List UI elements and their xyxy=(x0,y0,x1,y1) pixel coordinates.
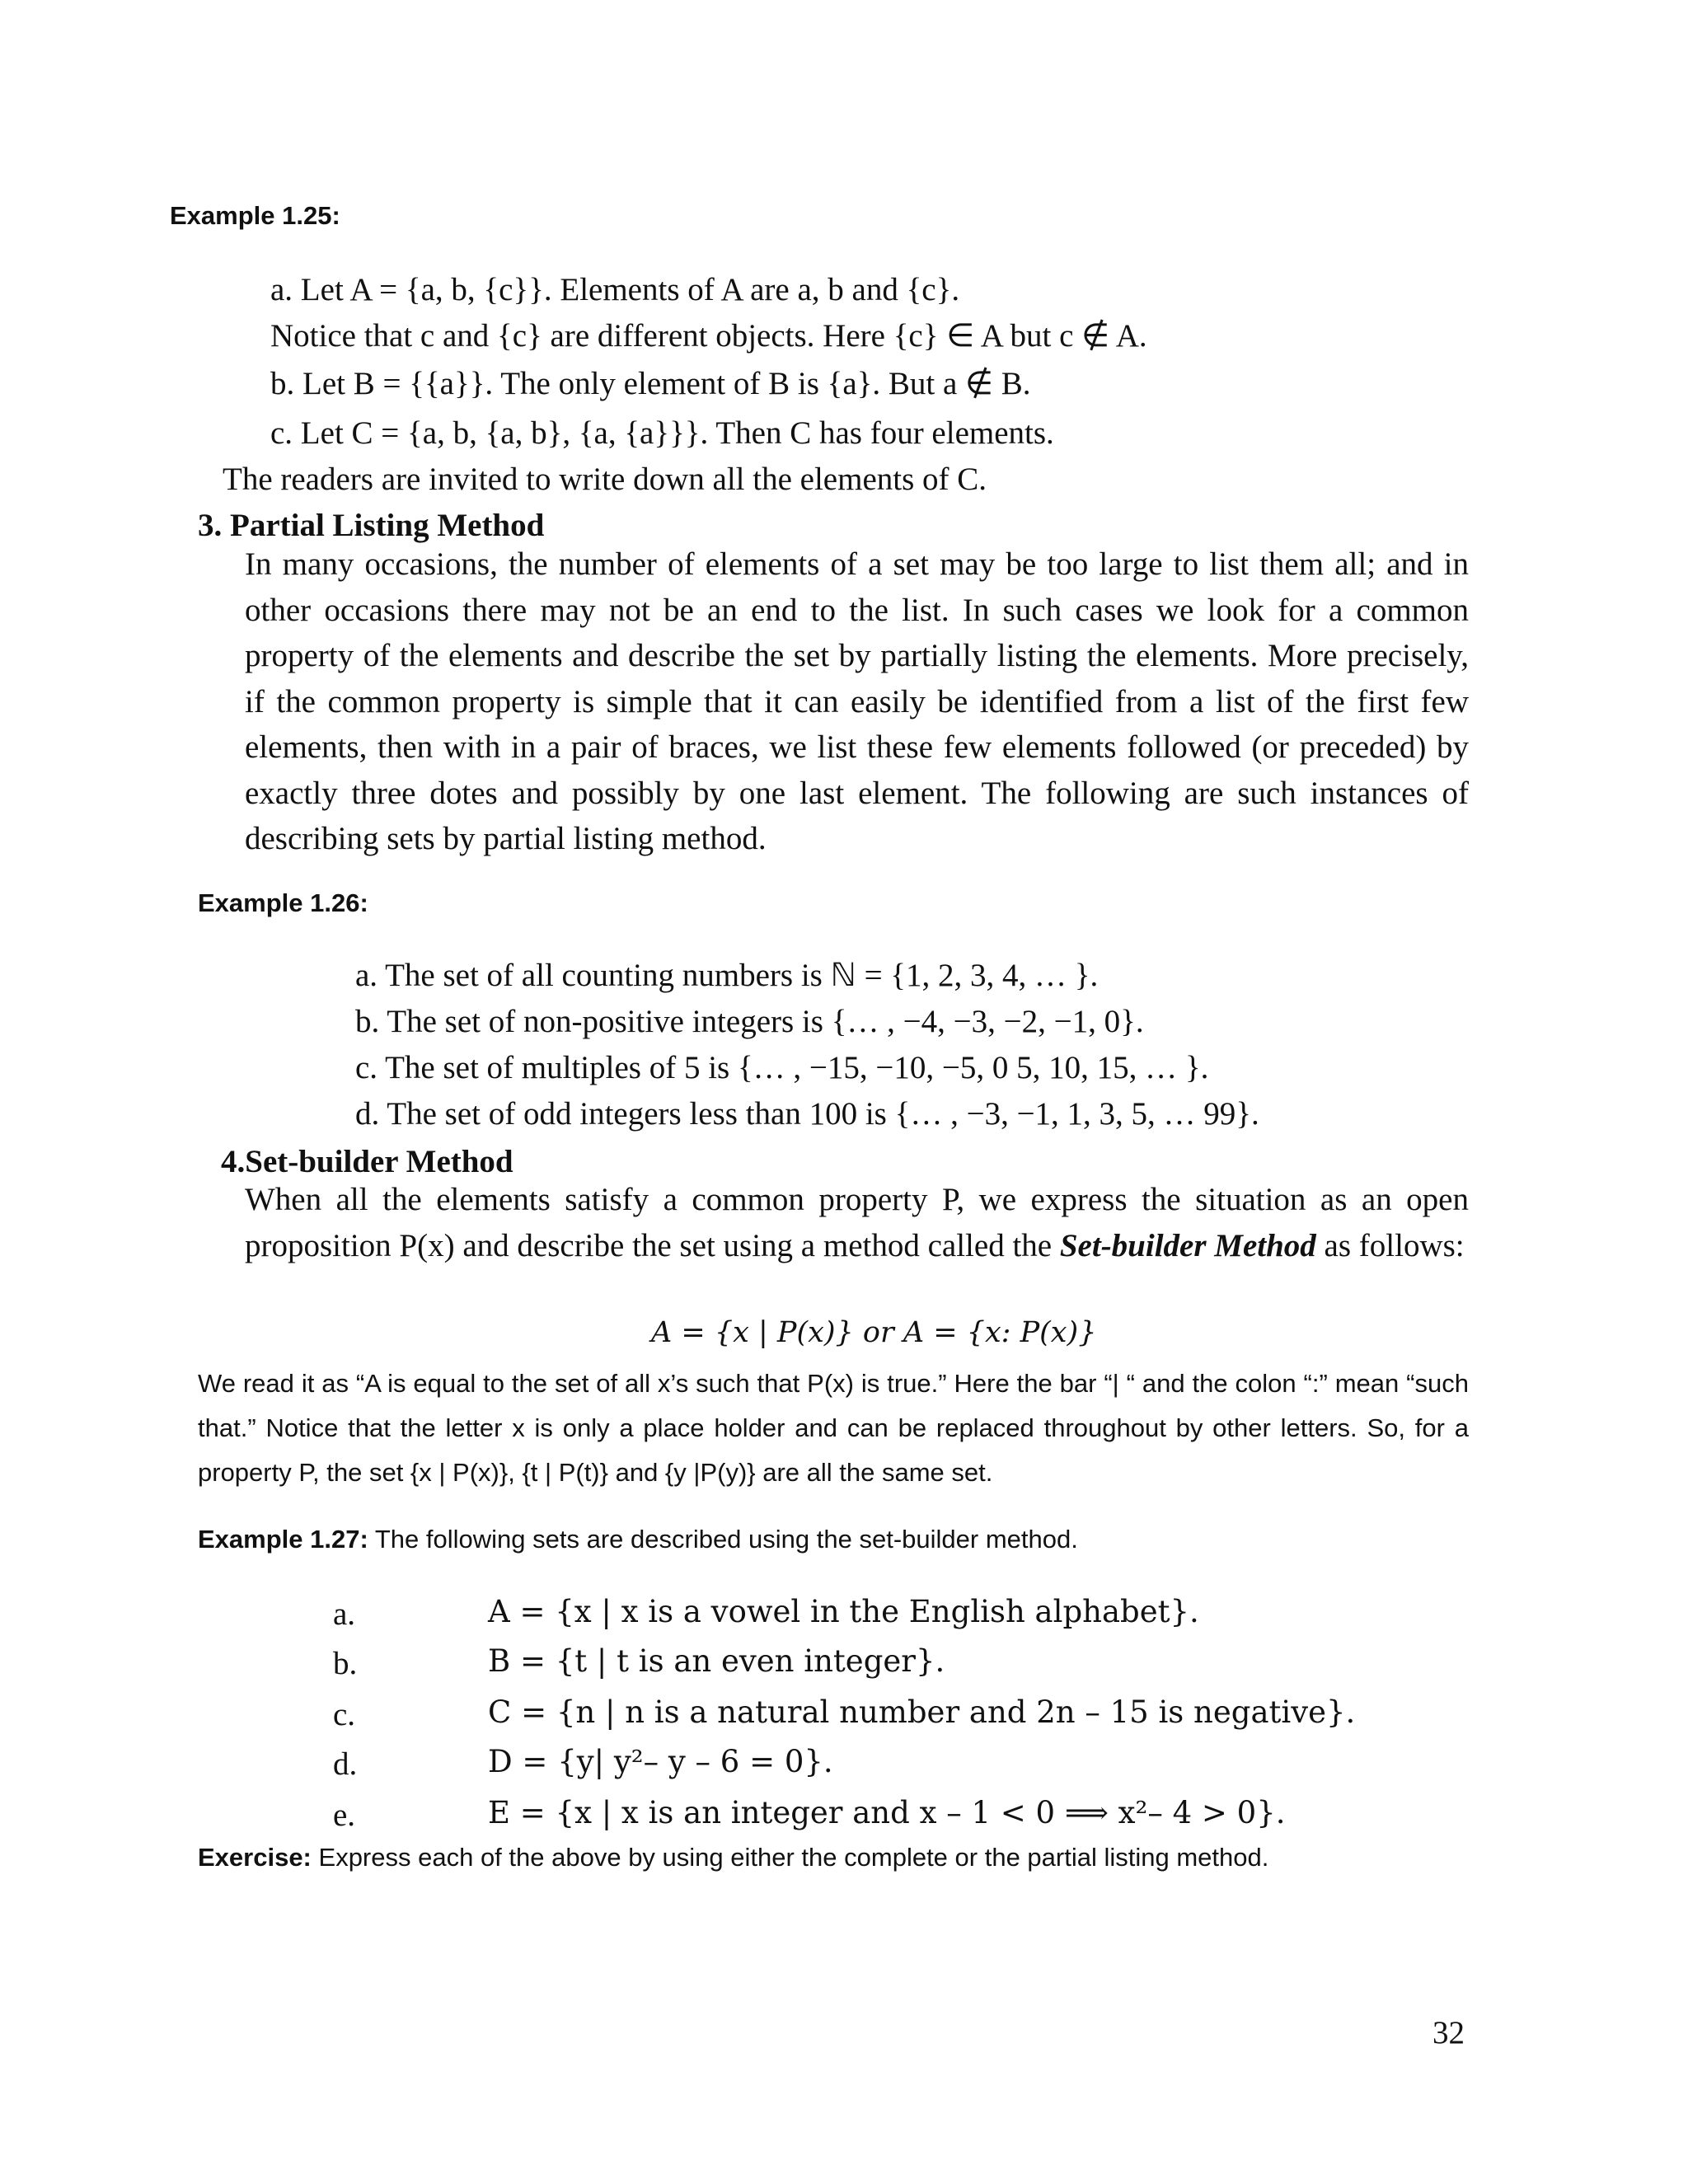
example-1-27-set-d: D = {y| y²– y – 6 = 0}. xyxy=(488,1744,833,1779)
exercise-label: Exercise: xyxy=(198,1843,312,1872)
example-1-26-heading: Example 1.26: xyxy=(198,888,368,917)
example-1-26-item-a: a. The set of all counting numbers is ℕ = {1, 2, 3, 4, … }. xyxy=(355,958,1099,993)
example-1-27-set-e: E = {x | x is an integer and x – 1 < 0 ⟹ x²– 4 > 0}. xyxy=(488,1795,1286,1830)
section-4-paragraph xyxy=(245,1177,1469,1268)
set-builder-formula: A = {x | P(x)} or A = {x: P(x)} xyxy=(651,1316,1097,1349)
example-1-27-set-b: B = {t | t is an even integer}. xyxy=(488,1643,945,1679)
exercise-line xyxy=(198,1844,1268,1870)
example-1-25-item-a-line2: Notice that c and {c} are different objects. Here {c} ∈ A but c ∉ A. xyxy=(270,318,1147,354)
example-1-26-item-c: c. The set of multiples of 5 is {… , −15, −10, −5, 0 5, 10, 15, … }. xyxy=(355,1050,1209,1085)
example-1-25-item-a-line1: a. Let A = {a, b, {c}}. Elements of A are a, b and {c}. xyxy=(270,272,960,307)
set-builder-explanation: We read it as “A is equal to the set of all x’s such that P(x) is true.” Here the bar “| “ and the colon “:” mean “such that.” Notice that the letter x is only a place holder and can be replaced throughout by other letters. So, for a property P, the set {x | P(x)}, {t | P(t)} and {y |P(y)} are all the same set. xyxy=(198,1369,1469,1487)
example-1-27-line xyxy=(198,1526,1078,1552)
section-3-heading: 3. Partial Listing Method xyxy=(198,508,545,543)
example-1-27-label-d: d. xyxy=(333,1746,358,1782)
example-1-27-label-a: a. xyxy=(333,1596,356,1632)
example-1-27-intro: The following sets are described using the set-builder method. xyxy=(374,1525,1078,1554)
set-builder-method-emphasis: Set-builder Method xyxy=(1059,1227,1316,1263)
section-4-heading: 4.Set-builder Method xyxy=(221,1144,513,1179)
section-4-body-pre: When all the elements satisfy a common property P, we express the situation as an open proposition P(x) and describe the set using a method called the xyxy=(245,1182,1469,1263)
example-1-27-set-c: C = {n | n is a natural number and 2n – 15 is negative}. xyxy=(488,1694,1356,1730)
example-1-27-label-e: e. xyxy=(333,1797,356,1833)
example-1-27-label-c: c. xyxy=(333,1697,356,1732)
exercise-text: Express each of the above by using either the complete or the partial listing method. xyxy=(318,1843,1269,1872)
example-1-25-heading: Example 1.25: xyxy=(170,201,340,230)
example-1-27-label-b: b. xyxy=(333,1646,358,1681)
section-3-paragraph: In many occasions, the number of elements of a set may be too large to list them all; and in other occasions there may not be an end to the list. In such cases we look for a common property of the elements and describe the set by partially listing the elements. More precisely, if the common property is simple that it can easily be identified from a list of the first few elements, then with in a pair of braces, we list these few elements followed (or preceded) by exactly three dotes and possibly by one last element. The following are such instances of describing sets by partial listing method. xyxy=(245,546,1469,856)
example-1-25-item-b: b. Let B = {{a}}. The only element of B is {a}. But a ∉ B. xyxy=(270,366,1031,401)
example-1-27-heading: Example 1.27: xyxy=(198,1525,368,1554)
example-1-27-set-a: A = {x | x is a vowel in the English alphabet}. xyxy=(488,1594,1199,1629)
section-4-body-post: as follows: xyxy=(1315,1227,1465,1263)
page-number: 32 xyxy=(1432,2015,1465,2050)
example-1-25-item-c: c. Let C = {a, b, {a, b}, {a, {a}}}. Then C has four elements. xyxy=(270,415,1054,451)
example-1-25-note: The readers are invited to write down all the elements of C. xyxy=(223,462,987,497)
example-1-26-item-d: d. The set of odd integers less than 100 is {… , −3, −1, 1, 3, 5, … 99}. xyxy=(355,1096,1259,1132)
example-1-26-item-b: b. The set of non-positive integers is {… , −4, −3, −2, −1, 0}. xyxy=(355,1004,1144,1039)
